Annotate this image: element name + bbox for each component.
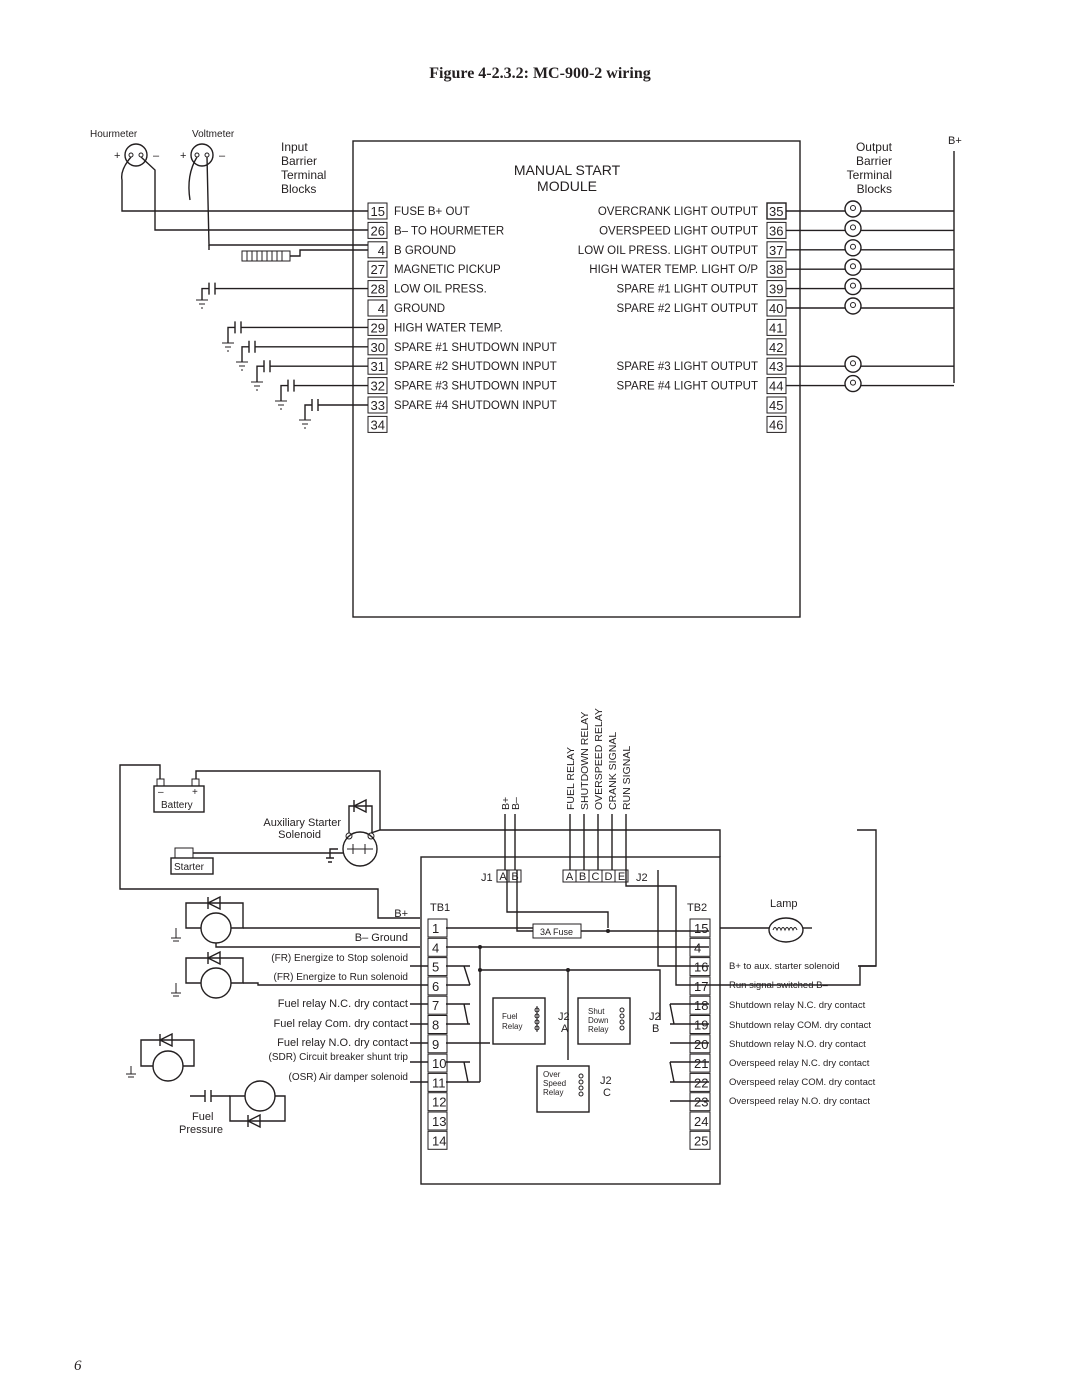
svg-text:J2: J2 bbox=[649, 1011, 661, 1023]
terminal-number: 28 bbox=[370, 281, 385, 297]
terminal-label: SPARE #1 SHUTDOWN INPUT bbox=[394, 341, 557, 354]
terminal-number: 41 bbox=[769, 320, 784, 336]
hourmeter-icon bbox=[114, 144, 160, 166]
svg-text:RUN SIGNAL: RUN SIGNAL bbox=[621, 745, 633, 810]
output-terminal-block bbox=[578, 203, 786, 432]
svg-text:Terminal: Terminal bbox=[281, 168, 327, 182]
svg-text:A: A bbox=[561, 1023, 569, 1035]
shunt-trip-icon bbox=[126, 1034, 194, 1081]
output-terminal-46 bbox=[767, 416, 786, 432]
terminal-number: 29 bbox=[370, 320, 385, 336]
svg-text:Relay: Relay bbox=[543, 1088, 564, 1097]
terminal-label: SPARE #2 SHUTDOWN INPUT bbox=[394, 361, 557, 374]
aux-starter-solenoid-icon bbox=[326, 800, 720, 866]
tb2-terminal: 20 bbox=[694, 1036, 709, 1052]
signal-label bbox=[579, 712, 591, 870]
terminal-label: SPARE #3 LIGHT OUTPUT bbox=[616, 361, 758, 374]
terminal-number: 27 bbox=[370, 262, 385, 278]
tb2-terminal: 19 bbox=[694, 1017, 709, 1033]
tb1-terminal-block bbox=[428, 919, 447, 1149]
svg-text:Input: Input bbox=[281, 140, 308, 154]
svg-text:–: – bbox=[219, 150, 226, 162]
svg-text:J2: J2 bbox=[558, 1011, 570, 1023]
tb2-terminal: 18 bbox=[694, 998, 709, 1014]
j2-pin: A bbox=[565, 871, 574, 883]
tb1-description: B– Ground bbox=[354, 932, 408, 944]
output-barrier-label bbox=[847, 140, 893, 196]
shutdown-relay bbox=[578, 998, 661, 1044]
terminal-label: LOW OIL PRESS. LIGHT OUTPUT bbox=[577, 244, 758, 257]
input-terminal-4 bbox=[368, 242, 456, 258]
svg-text:Battery: Battery bbox=[161, 800, 193, 811]
starter-icon bbox=[171, 848, 343, 874]
input-barrier-label bbox=[281, 140, 326, 196]
terminal-number: 15 bbox=[370, 204, 385, 219]
svg-text:Speed: Speed bbox=[543, 1079, 567, 1088]
voltmeter-icon bbox=[180, 144, 226, 166]
terminal-number: 40 bbox=[769, 301, 784, 316]
output-terminal-43 bbox=[617, 358, 786, 374]
input-terminal-29 bbox=[368, 319, 503, 335]
svg-text:Starter: Starter bbox=[174, 862, 205, 873]
signal-label bbox=[565, 747, 577, 870]
input-terminal-27 bbox=[368, 261, 501, 277]
indicator-lamp-icon bbox=[786, 220, 954, 236]
tb2-descriptions bbox=[709, 961, 876, 1107]
output-terminal-39 bbox=[617, 281, 786, 297]
lamp-label: Lamp bbox=[770, 898, 798, 910]
terminal-number: 26 bbox=[370, 223, 385, 239]
indicator-lamp-icon bbox=[786, 259, 954, 275]
tb1-description: Fuel relay N.C. dry contact bbox=[277, 998, 408, 1010]
terminal-number: 36 bbox=[769, 223, 784, 239]
battery-icon bbox=[154, 779, 204, 812]
tb2-terminal: 15 bbox=[694, 921, 709, 936]
overspeed-relay bbox=[537, 1066, 612, 1112]
input-terminal-26 bbox=[368, 222, 504, 238]
terminal-number: 43 bbox=[769, 359, 784, 375]
tb2-terminal: 16 bbox=[694, 959, 709, 975]
tb2-description: Overspeed relay N.C. dry contact bbox=[729, 1058, 870, 1069]
terminal-number: 39 bbox=[769, 281, 784, 297]
output-terminal-42 bbox=[767, 339, 786, 355]
svg-text:Output: Output bbox=[855, 140, 892, 154]
terminal-number: 30 bbox=[370, 339, 385, 355]
tb2-terminal: 21 bbox=[694, 1056, 709, 1072]
terminal-label: OVERSPEED LIGHT OUTPUT bbox=[599, 225, 758, 238]
terminal-number: 46 bbox=[769, 417, 784, 433]
terminal-number: 44 bbox=[769, 378, 784, 394]
terminal-number: 4 bbox=[377, 242, 385, 258]
svg-text:Fuel: Fuel bbox=[192, 1111, 214, 1123]
tb2-terminal-block bbox=[690, 919, 710, 1149]
tb1-terminal: 9 bbox=[432, 1036, 440, 1052]
module-title-2: MODULE bbox=[537, 178, 597, 194]
tb1-label: TB1 bbox=[430, 902, 451, 914]
tb1-terminal: 10 bbox=[432, 1056, 447, 1072]
input-terminal-30 bbox=[368, 339, 557, 355]
tb2-terminal: 17 bbox=[694, 978, 709, 994]
tb1-terminal: 7 bbox=[432, 998, 440, 1014]
terminal-number: 42 bbox=[769, 339, 784, 355]
svg-text:B–: B– bbox=[510, 797, 522, 810]
terminal-number: 4 bbox=[377, 301, 385, 316]
fuel-relay bbox=[493, 998, 570, 1044]
terminal-label: LOW OIL PRESS. bbox=[394, 283, 487, 296]
svg-text:C: C bbox=[603, 1087, 611, 1099]
svg-text:Over: Over bbox=[543, 1070, 561, 1079]
svg-text:FUEL RELAY: FUEL RELAY bbox=[565, 746, 577, 810]
terminal-label: GROUND bbox=[394, 303, 446, 315]
svg-text:+: + bbox=[192, 787, 198, 798]
tb2-description: Shutdown relay COM. dry contact bbox=[729, 1020, 872, 1031]
svg-text:–: – bbox=[158, 787, 164, 798]
voltmeter-label: Voltmeter bbox=[192, 129, 235, 140]
ground-switch-icon bbox=[299, 399, 368, 428]
terminal-label: OVERCRANK LIGHT OUTPUT bbox=[597, 206, 758, 218]
j2-connector bbox=[563, 870, 628, 883]
tb1-terminal: 11 bbox=[432, 1075, 446, 1091]
svg-text:Fuel: Fuel bbox=[502, 1012, 518, 1021]
signal-label bbox=[593, 708, 605, 870]
output-terminal-35 bbox=[598, 203, 786, 219]
fuse-label: 3A Fuse bbox=[540, 927, 574, 937]
input-terminal-31 bbox=[368, 358, 557, 374]
terminal-label: SPARE #2 LIGHT OUTPUT bbox=[616, 303, 758, 315]
tb2-label: TB2 bbox=[687, 902, 708, 914]
page-number: 6 bbox=[74, 1358, 82, 1374]
tb1-terminal: 13 bbox=[432, 1114, 447, 1129]
tb2-description: Overspeed relay COM. dry contact bbox=[729, 1077, 876, 1088]
j2-pin: C bbox=[591, 871, 600, 883]
lamp-icon bbox=[720, 918, 812, 942]
tb1-terminal: 14 bbox=[432, 1133, 447, 1149]
svg-text:Down: Down bbox=[588, 1016, 609, 1025]
terminal-number: 33 bbox=[370, 398, 385, 413]
input-terminal-28 bbox=[368, 281, 487, 297]
aux-starter-label-2: Solenoid bbox=[278, 829, 321, 841]
tb1-terminal: 4 bbox=[432, 940, 440, 956]
input-terminal-block bbox=[368, 203, 557, 432]
tb2-description: B+ to aux. starter solenoid bbox=[729, 961, 840, 972]
tb1-contacts bbox=[446, 966, 490, 1082]
svg-text:B: B bbox=[652, 1023, 660, 1035]
tb1-description: (FR) Energize to Run solenoid bbox=[273, 972, 408, 983]
terminal-label: FUSE B+ OUT bbox=[394, 206, 470, 218]
terminal-label: HIGH WATER TEMP. LIGHT O/P bbox=[589, 264, 758, 277]
indicator-lamp-icon bbox=[786, 201, 954, 217]
svg-text:Relay: Relay bbox=[588, 1025, 609, 1034]
signal-label bbox=[510, 797, 522, 870]
terminal-label: SPARE #4 SHUTDOWN INPUT bbox=[394, 400, 557, 412]
terminal-label: SPARE #4 LIGHT OUTPUT bbox=[616, 380, 758, 393]
indicator-lamp-icon bbox=[786, 279, 954, 295]
figure-title: Figure 4-2.3.2: MC-900-2 wiring bbox=[429, 65, 651, 82]
j1-label: J1 bbox=[481, 872, 493, 884]
terminal-number: 37 bbox=[769, 242, 784, 258]
svg-text:B+: B+ bbox=[500, 796, 512, 810]
signal-labels bbox=[500, 708, 633, 870]
tb1-terminal: 6 bbox=[432, 978, 440, 994]
output-terminal-38 bbox=[589, 261, 786, 277]
j1-pin: B bbox=[511, 871, 519, 883]
output-terminal-45 bbox=[767, 397, 786, 413]
terminal-label: MAGNETIC PICKUP bbox=[394, 264, 501, 277]
tb1-description: (OSR) Air damper solenoid bbox=[288, 1072, 408, 1083]
tb2-terminal: 24 bbox=[694, 1114, 709, 1129]
tb2-terminal: 23 bbox=[694, 1094, 709, 1110]
indicator-lamp-icon bbox=[786, 298, 954, 314]
terminal-number: 38 bbox=[769, 262, 784, 278]
svg-text:Pressure: Pressure bbox=[179, 1124, 224, 1136]
input-terminal-34 bbox=[368, 416, 387, 432]
svg-text:+: + bbox=[180, 150, 187, 162]
svg-text:Terminal: Terminal bbox=[846, 168, 892, 182]
svg-text:Blocks: Blocks bbox=[281, 182, 317, 196]
signal-label bbox=[607, 732, 619, 870]
tb1-description: B+ bbox=[394, 908, 408, 920]
j2-label: J2 bbox=[636, 872, 648, 884]
terminal-number: 45 bbox=[769, 398, 784, 413]
svg-text:Blocks: Blocks bbox=[856, 182, 892, 196]
tb2-terminal: 25 bbox=[694, 1133, 709, 1149]
tb1-terminal: 5 bbox=[432, 959, 440, 975]
module-title: MANUAL START bbox=[513, 162, 621, 178]
input-terminal-33 bbox=[368, 397, 557, 413]
terminal-label: SPARE #3 SHUTDOWN INPUT bbox=[394, 380, 557, 393]
input-terminal-15 bbox=[368, 203, 470, 219]
tb1-description: Fuel relay Com. dry contact bbox=[273, 1018, 408, 1030]
b-plus-label: B+ bbox=[948, 135, 962, 147]
air-damper-icon bbox=[230, 1081, 285, 1127]
tb1-description: Fuel relay N.O. dry contact bbox=[277, 1037, 408, 1049]
aux-starter-label: Auxiliary Starter bbox=[263, 817, 341, 829]
indicator-lamp-icon bbox=[786, 376, 954, 392]
tb1-description: (FR) Energize to Stop solenoid bbox=[271, 953, 408, 964]
svg-text:OVERSPEED RELAY: OVERSPEED RELAY bbox=[593, 708, 605, 810]
shutdown-input-switches bbox=[196, 283, 368, 428]
terminal-label: B– TO HOURMETER bbox=[394, 225, 505, 238]
indicator-lamp-icon bbox=[786, 356, 954, 372]
signal-label bbox=[621, 746, 633, 870]
output-terminal-41 bbox=[767, 319, 786, 335]
svg-text:Relay: Relay bbox=[502, 1022, 523, 1031]
output-terminal-44 bbox=[617, 378, 786, 394]
svg-text:Shut: Shut bbox=[588, 1007, 605, 1016]
tb1-descriptions bbox=[243, 908, 428, 1083]
svg-text:SHUTDOWN RELAY: SHUTDOWN RELAY bbox=[579, 711, 591, 810]
terminal-number: 34 bbox=[370, 417, 385, 433]
output-terminal-37 bbox=[578, 242, 786, 258]
svg-text:Barrier: Barrier bbox=[281, 154, 318, 168]
tb1-terminal: 1 bbox=[432, 921, 440, 936]
relay-module bbox=[421, 857, 720, 1184]
j2-pin: B bbox=[578, 871, 587, 883]
tb2-description: Shutdown relay N.C. dry contact bbox=[729, 1000, 866, 1011]
input-terminal-32 bbox=[368, 378, 557, 394]
terminal-label: HIGH WATER TEMP. bbox=[394, 322, 503, 335]
output-terminal-40 bbox=[617, 300, 786, 316]
terminal-label: B GROUND bbox=[394, 244, 456, 257]
svg-text:J2: J2 bbox=[600, 1075, 612, 1087]
tb1-terminal: 12 bbox=[432, 1094, 447, 1110]
j1-pin: A bbox=[499, 871, 507, 883]
tb2-terminal: 4 bbox=[694, 940, 702, 956]
tb1-terminal: 8 bbox=[432, 1017, 440, 1033]
terminal-label: SPARE #1 LIGHT OUTPUT bbox=[616, 283, 758, 296]
tb2-description: Overspeed relay N.O. dry contact bbox=[729, 1096, 870, 1107]
input-terminal-4 bbox=[368, 300, 445, 316]
tb2-description: Shutdown relay N.O. dry contact bbox=[729, 1039, 866, 1050]
tb1-description: (SDR) Circuit breaker shunt trip bbox=[268, 1052, 408, 1063]
indicator-lamp-icon bbox=[786, 240, 954, 256]
run-solenoid-icon bbox=[171, 952, 243, 998]
hourmeter-label: Hourmeter bbox=[90, 129, 138, 140]
terminal-number: 32 bbox=[370, 378, 385, 394]
ground-switch-icon bbox=[196, 283, 368, 308]
magnetic-pickup-icon bbox=[242, 250, 368, 261]
terminal-number: 31 bbox=[370, 359, 385, 375]
j2-pin: E bbox=[617, 871, 626, 883]
tb2-description: Run signal switched B– bbox=[729, 980, 828, 991]
tb2-terminal: 22 bbox=[694, 1075, 709, 1091]
indicator-lamps bbox=[767, 201, 954, 392]
j2-pin: D bbox=[604, 871, 613, 883]
svg-text:Barrier: Barrier bbox=[855, 154, 892, 168]
svg-text:–: – bbox=[153, 150, 160, 162]
fuel-pressure-switch-icon bbox=[179, 1090, 230, 1136]
output-terminal-36 bbox=[599, 222, 786, 238]
svg-text:CRANK SIGNAL: CRANK SIGNAL bbox=[607, 731, 619, 810]
svg-text:+: + bbox=[114, 150, 121, 162]
terminal-number: 35 bbox=[769, 204, 784, 219]
